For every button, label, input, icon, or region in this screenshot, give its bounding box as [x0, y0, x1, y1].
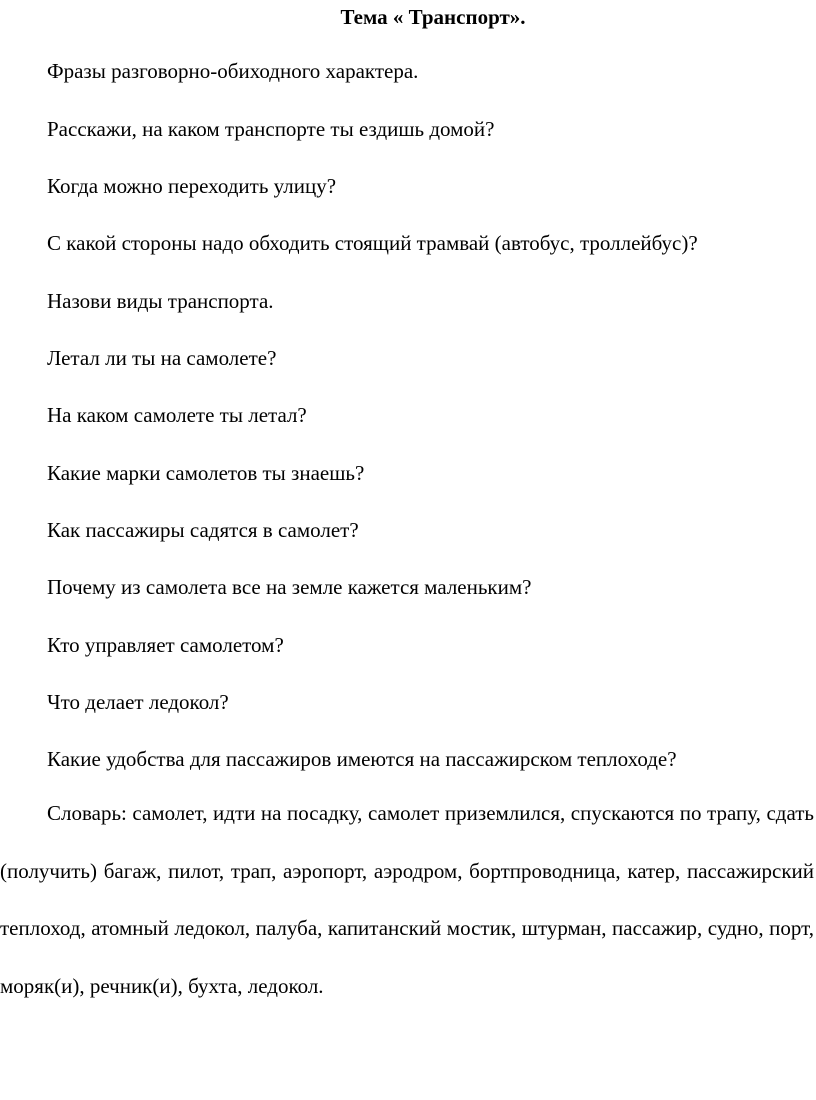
question-line: Какие удобства для пассажиров имеются на пассажирском теплоходе?	[47, 747, 677, 771]
question-line: Расскажи, на каком транспорте ты ездишь домой?	[47, 117, 495, 141]
section-heading: Фразы разговорно-обиходного характера.	[47, 59, 419, 83]
question-line: Как пассажиры садятся в самолет?	[47, 518, 359, 542]
question-line: С какой стороны надо обходить стоящий трамвай (автобус, троллейбус)?	[47, 231, 698, 255]
question-line: Летал ли ты на самолете?	[47, 346, 277, 370]
question-line: Назови виды транспорта.	[47, 289, 274, 313]
question-line: Почему из самолета все на земле кажется маленьким?	[47, 575, 532, 599]
question-line: На каком самолете ты летал?	[47, 403, 307, 427]
question-line: Когда можно переходить улицу?	[47, 174, 337, 198]
vocabulary-paragraph: Словарь: самолет, идти на посадку, самолет приземлился, спускаются по трапу, сдать (получить) багаж, пилот, трап, аэропорт, аэродром, бортпроводница, катер, пассажирский теплоход, атомный ледокол, палуба, капитанский мостик, штурман, пассажир, судно, порт, моряк(и), речник(и), бухта, ледокол.	[0, 801, 814, 998]
question-line: Что делает ледокол?	[47, 690, 229, 714]
question-line: Кто управляет самолетом?	[47, 633, 284, 657]
document-title: Тема « Транспорт».	[340, 5, 526, 29]
question-line: Какие марки самолетов ты знаешь?	[47, 461, 365, 485]
